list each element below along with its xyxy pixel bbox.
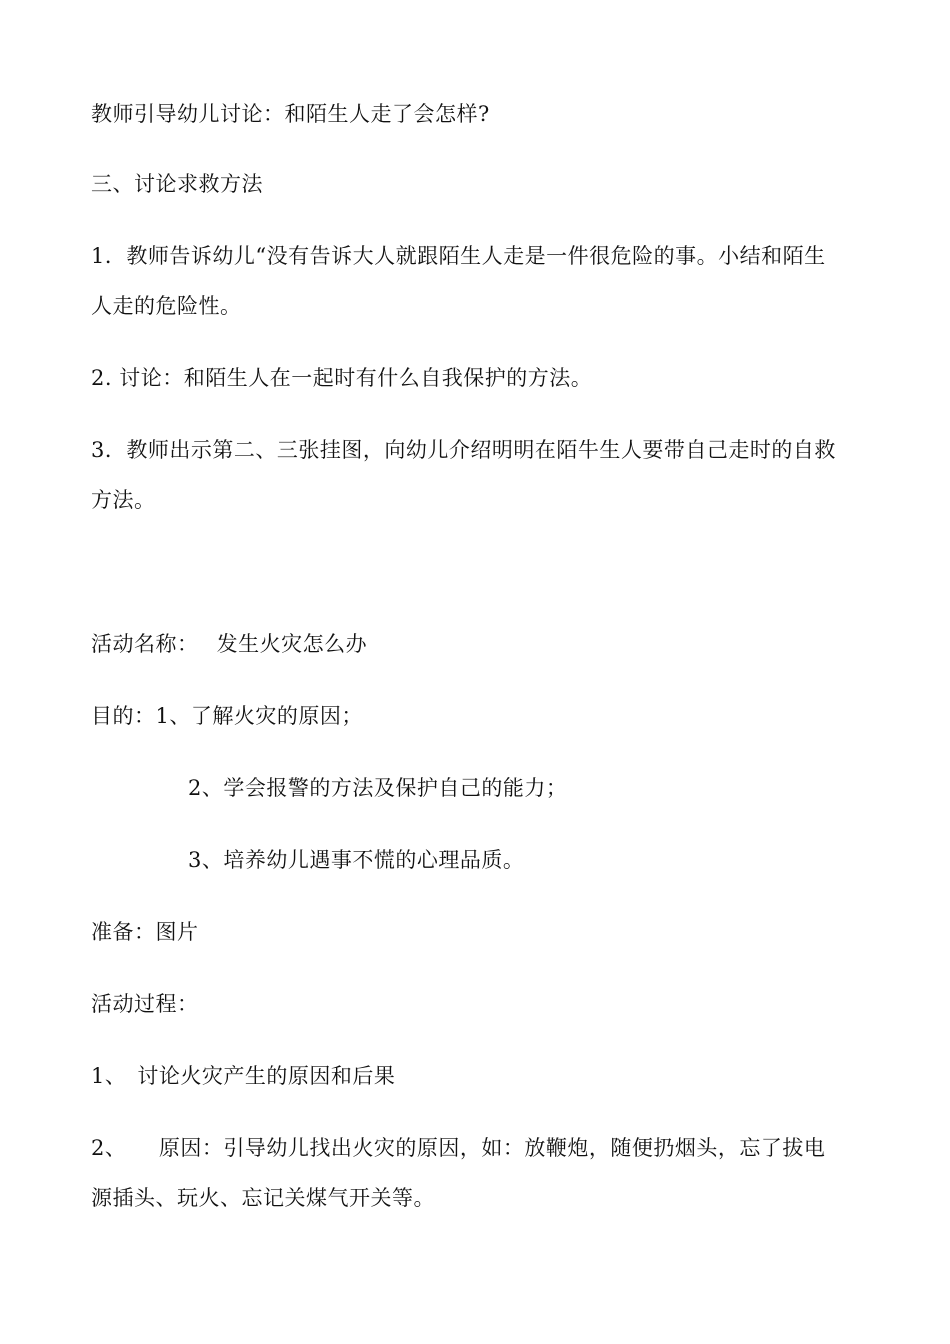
step-1-line-1: 1．教师告诉幼儿“没有告诉大人就跟陌生人走是一件很危险的事。小结和陌生 [91,244,826,268]
section-heading-rescue: 三、讨论求救方法 [91,172,263,196]
activity-process-heading: 活动过程： [91,992,199,1016]
goal-2: 2、学会报警的方法及保护自己的能力； [188,776,568,800]
step-3-line-2: 方法。 [91,488,156,512]
discussion-prompt: 教师引导幼儿讨论：和陌生人走了会怎样? [91,102,490,126]
step-2: 2. 讨论：和陌生人在一起时有什么自我保护的方法。 [91,366,593,390]
process-step-1: 1、 讨论火灾产生的原因和后果 [91,1064,396,1088]
goal-3: 3、培养幼儿遇事不慌的心理品质。 [188,848,525,872]
activity-name: 活动名称： 发生火灾怎么办 [91,632,368,656]
step-3-line-1: 3．教师出示第二、三张挂图，向幼儿介绍明明在陌牛生人要带自己走时的自救 [91,438,836,462]
goal-1: 目的：1、了解火灾的原因； [91,704,363,728]
process-step-2-line-2: 源插头、玩火、忘记关煤气开关等。 [91,1186,435,1210]
preparation: 准备：图片 [91,920,199,944]
process-step-2-line-1: 2、 原因：引导幼儿找出火灾的原因，如：放鞭炮，随便扔烟头，忘了拔电 [91,1136,826,1160]
step-1-line-2: 人走的危险性。 [91,294,242,318]
